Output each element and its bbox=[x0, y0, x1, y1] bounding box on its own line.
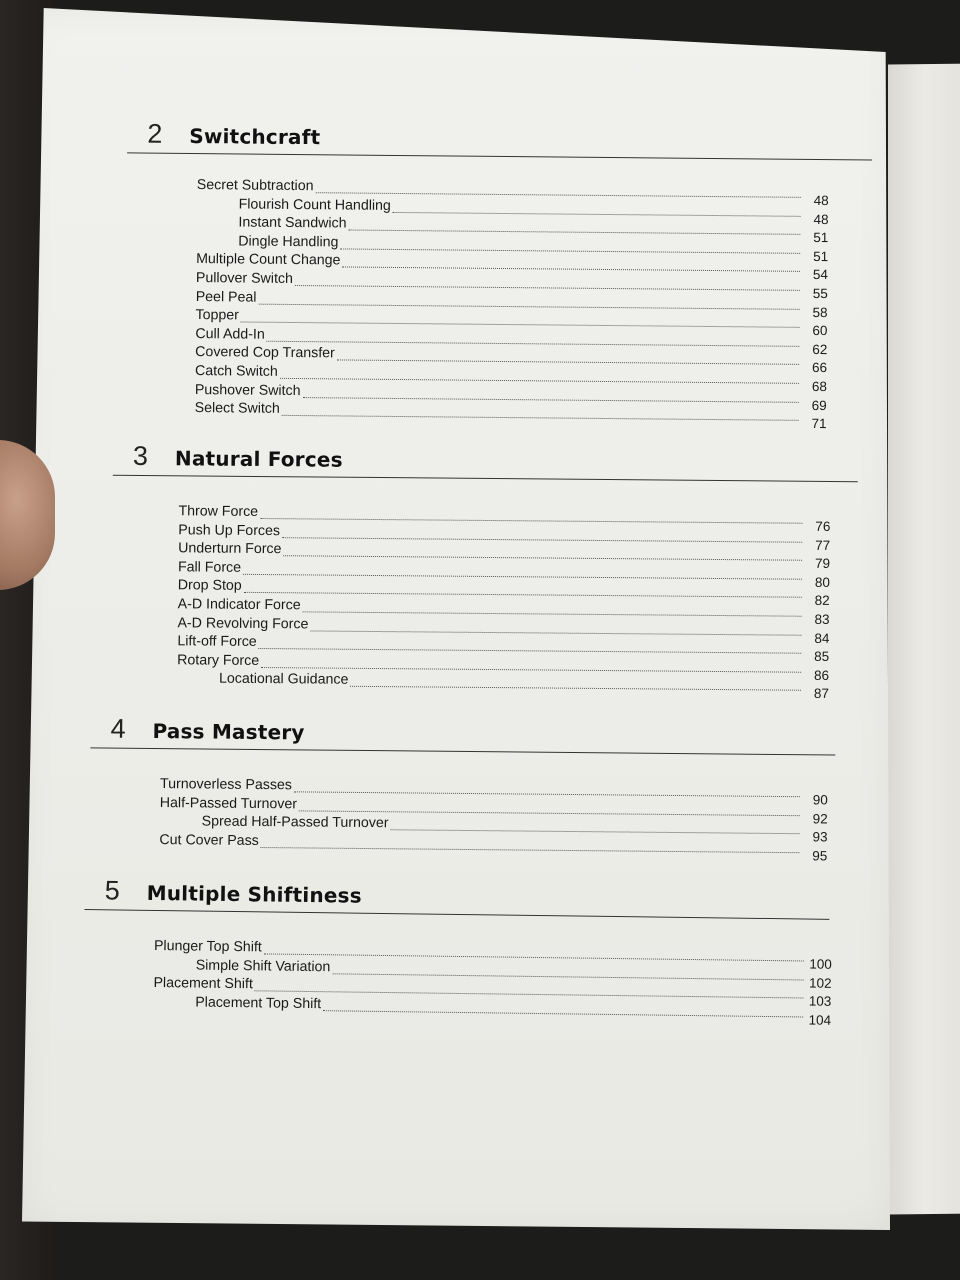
chapter-rule bbox=[90, 747, 835, 755]
toc-entry-label: Cut Cover Pass bbox=[159, 831, 259, 849]
toc-page-number: 76 bbox=[815, 518, 831, 534]
chapter-title: Natural Forces bbox=[174, 446, 343, 472]
toc-page-number: 104 bbox=[808, 1012, 832, 1028]
toc-page-number: 103 bbox=[808, 993, 832, 1010]
toc-entry-label: Underturn Force bbox=[178, 540, 282, 558]
toc-entry-label: Placement Shift bbox=[153, 975, 253, 993]
toc-page-number: 71 bbox=[811, 416, 827, 432]
chapter-entries bbox=[194, 177, 829, 432]
toc-page-number: 48 bbox=[813, 211, 829, 227]
toc-dot-leader bbox=[260, 847, 799, 853]
toc-page-number: 55 bbox=[812, 285, 828, 302]
chapter-number: 5 bbox=[104, 875, 120, 906]
toc-entry-label: Placement Top Shift bbox=[195, 994, 322, 1012]
toc-page-number: 77 bbox=[815, 537, 831, 553]
chapter-rule bbox=[84, 909, 829, 920]
toc-entry-label: Locational Guidance bbox=[218, 670, 349, 689]
toc-page-number: 60 bbox=[812, 323, 828, 339]
toc-page-number: 93 bbox=[812, 829, 828, 845]
toc-entry-label: Covered Cop Transfer bbox=[195, 344, 335, 362]
toc-entry-label: Drop Stop bbox=[177, 577, 242, 595]
toc-page-number: 66 bbox=[811, 360, 828, 376]
toc-entry-label: Turnoverless Passes bbox=[159, 776, 293, 794]
toc-page-number: 85 bbox=[814, 648, 830, 665]
toc-page-number: 80 bbox=[814, 574, 830, 590]
toc-entry-label: Throw Force bbox=[178, 503, 259, 520]
chapter-3 bbox=[131, 440, 848, 702]
toc-dot-leader bbox=[323, 1010, 803, 1017]
toc-page-number: 82 bbox=[814, 593, 830, 609]
toc-page-number: 87 bbox=[813, 686, 829, 702]
toc-dot-leader bbox=[350, 686, 801, 691]
chapter-number: 3 bbox=[132, 440, 149, 472]
toc-page-number: 79 bbox=[814, 556, 831, 572]
toc-page-number: 69 bbox=[811, 397, 827, 413]
chapter-header bbox=[147, 119, 862, 166]
chapter-rule bbox=[113, 475, 858, 483]
toc-page-number: 48 bbox=[813, 192, 829, 209]
toc-entry-label: Topper bbox=[195, 307, 240, 324]
toc-entry-label: Dingle Handling bbox=[238, 233, 339, 251]
toc-entry-label: Rotary Force bbox=[177, 652, 260, 669]
chapter-entries bbox=[177, 503, 831, 702]
toc-entry-label: Plunger Top Shift bbox=[153, 937, 262, 956]
toc-dot-leader bbox=[393, 212, 801, 217]
toc-page-number: 62 bbox=[812, 341, 828, 357]
toc-entry-label: Cull Add-In bbox=[195, 325, 265, 343]
chapter-number: 4 bbox=[110, 713, 126, 744]
toc-entry-label: Peel Peal bbox=[195, 288, 257, 306]
toc-entry-label: Simple Shift Variation bbox=[195, 957, 331, 975]
toc-entry-label: Fall Force bbox=[177, 559, 242, 576]
toc-page-number: 100 bbox=[809, 956, 832, 972]
toc-dot-leader bbox=[282, 415, 799, 421]
toc-page-number: 68 bbox=[811, 378, 827, 395]
chapter-title: Switchcraft bbox=[189, 123, 321, 150]
chapter-title: Multiple Shiftiness bbox=[146, 880, 362, 908]
toc-entry-label: Spread Half-Passed Turnover bbox=[201, 813, 389, 832]
chapter-2 bbox=[145, 118, 863, 432]
toc-page-number: 95 bbox=[812, 848, 828, 864]
toc-entry-label: Half-Passed Turnover bbox=[159, 794, 298, 812]
toc-entry-label: Pullover Switch bbox=[195, 270, 293, 287]
chapter-rule bbox=[127, 152, 872, 160]
chapter-entries bbox=[159, 776, 828, 864]
toc-dot-leader bbox=[391, 829, 800, 834]
chapter-4 bbox=[109, 713, 828, 864]
toc-entry-label: Flourish Count Handling bbox=[238, 196, 391, 214]
toc-entry-label: A-D Revolving Force bbox=[177, 614, 309, 632]
chapter-number: 2 bbox=[147, 118, 163, 149]
toc-page-number: 102 bbox=[808, 975, 832, 991]
toc-page-number: 51 bbox=[813, 230, 829, 246]
toc-entry-label: Pushover Switch bbox=[194, 381, 301, 399]
toc-entry-label: A-D Indicator Force bbox=[177, 596, 301, 614]
toc-entry-label: Instant Sandwich bbox=[238, 214, 347, 232]
toc-page-number: 92 bbox=[812, 810, 828, 827]
toc-page-number: 51 bbox=[813, 248, 829, 264]
chapter-header bbox=[110, 714, 825, 761]
chapter-header bbox=[104, 875, 819, 924]
chapter-title: Pass Mastery bbox=[152, 718, 305, 745]
toc-entry-label: Lift-off Force bbox=[177, 633, 257, 651]
toc-page-number: 86 bbox=[813, 667, 830, 683]
toc-entry-label: Catch Switch bbox=[194, 362, 278, 380]
toc-page-number: 54 bbox=[812, 267, 829, 283]
toc-entry-label: Multiple Count Change bbox=[196, 251, 341, 269]
chapter-5 bbox=[103, 875, 832, 1028]
chapter-header bbox=[133, 441, 848, 487]
toc-page-number: 58 bbox=[812, 304, 828, 320]
toc-entry-label: Select Switch bbox=[194, 400, 280, 417]
toc-page-number: 90 bbox=[812, 792, 828, 808]
toc-entry-label: Push Up Forces bbox=[178, 521, 281, 539]
toc-page-number: 83 bbox=[814, 611, 830, 627]
toc-entry-label: Secret Subtraction bbox=[196, 177, 314, 195]
chapter-entries bbox=[153, 937, 832, 1028]
toc-page-number: 84 bbox=[814, 630, 830, 646]
